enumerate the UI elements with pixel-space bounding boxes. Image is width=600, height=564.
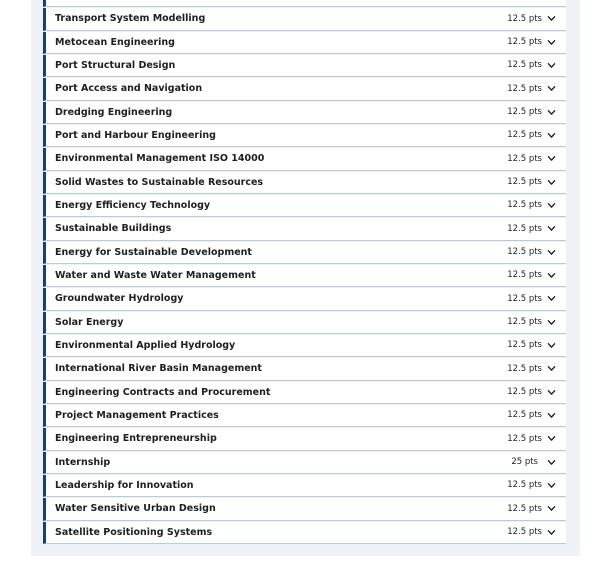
course-row[interactable] bbox=[43, 498, 566, 520]
course-row[interactable] bbox=[43, 8, 566, 30]
chevron-down-icon[interactable] bbox=[547, 528, 556, 537]
course-row[interactable] bbox=[43, 32, 566, 54]
course-row[interactable] bbox=[43, 148, 566, 170]
chevron-down-icon[interactable] bbox=[547, 38, 556, 47]
chevron-down-icon[interactable] bbox=[547, 248, 556, 257]
chevron-down-icon[interactable] bbox=[547, 341, 556, 350]
course-name: Water Sensitive Urban Design bbox=[55, 503, 216, 515]
course-points: 12.5 pts bbox=[507, 340, 542, 351]
course-name: Solar Energy bbox=[55, 316, 124, 328]
chevron-down-icon[interactable] bbox=[547, 481, 556, 490]
course-name: Energy Efficiency Technology bbox=[55, 199, 211, 211]
course-name: Solid Wastes to Sustainable Resources bbox=[55, 176, 264, 188]
course-name: Port Access and Navigation bbox=[55, 83, 203, 95]
course-points: 12.5 pts bbox=[507, 480, 542, 491]
course-points: 12.5 pts bbox=[507, 60, 542, 71]
course-points: 12.5 pts bbox=[507, 293, 542, 304]
chevron-down-icon[interactable] bbox=[547, 154, 556, 163]
course-name: Engineering Contracts and Procurement bbox=[55, 386, 271, 398]
course-name: Transport System Modelling bbox=[55, 13, 206, 25]
course-name: Metocean Engineering bbox=[55, 36, 175, 48]
course-name: Environmental Applied Hydrology bbox=[55, 339, 236, 351]
course-name: Water and Waste Water Management bbox=[55, 269, 256, 281]
course-name: Sustainable Buildings bbox=[55, 223, 172, 235]
course-row[interactable] bbox=[43, 102, 566, 124]
course-points: 12.5 pts bbox=[507, 387, 542, 398]
course-row[interactable] bbox=[43, 452, 566, 474]
course-row[interactable] bbox=[43, 125, 566, 147]
course-name: International River Basin Management bbox=[55, 363, 262, 375]
chevron-down-icon[interactable] bbox=[547, 364, 556, 373]
course-points: 12.5 pts bbox=[507, 363, 542, 374]
chevron-down-icon[interactable] bbox=[547, 14, 556, 23]
course-points: 12.5 pts bbox=[507, 13, 542, 24]
course-points: 12.5 pts bbox=[507, 153, 542, 164]
chevron-down-icon[interactable] bbox=[547, 271, 556, 280]
chevron-down-icon[interactable] bbox=[547, 108, 556, 117]
course-row[interactable] bbox=[43, 312, 566, 334]
course-row[interactable] bbox=[43, 0, 566, 7]
course-row[interactable] bbox=[43, 195, 566, 217]
course-name: Dredging Engineering bbox=[55, 106, 173, 118]
course-points: 12.5 pts bbox=[507, 83, 542, 94]
course-row[interactable] bbox=[43, 358, 566, 380]
course-row[interactable] bbox=[43, 242, 566, 264]
chevron-down-icon[interactable] bbox=[547, 411, 556, 420]
course-points: 12.5 pts bbox=[507, 270, 542, 281]
course-points: 12.5 pts bbox=[507, 317, 542, 328]
course-row[interactable] bbox=[43, 475, 566, 497]
chevron-down-icon[interactable] bbox=[547, 458, 556, 467]
course-name: Leadership for Innovation bbox=[55, 479, 194, 491]
course-points: 12.5 pts bbox=[507, 503, 542, 514]
course-points: 12.5 pts bbox=[507, 37, 542, 48]
course-points: 12.5 pts bbox=[507, 410, 542, 421]
chevron-down-icon[interactable] bbox=[547, 178, 556, 187]
course-points: 12.5 pts bbox=[507, 130, 542, 141]
course-row[interactable] bbox=[43, 522, 566, 544]
course-accordion-list bbox=[43, 0, 566, 545]
course-row[interactable] bbox=[43, 382, 566, 404]
course-name: Energy for Sustainable Development bbox=[55, 246, 252, 258]
course-name: Engineering Entrepreneurship bbox=[55, 433, 217, 445]
chevron-down-icon[interactable] bbox=[547, 201, 556, 210]
chevron-down-icon[interactable] bbox=[547, 61, 556, 70]
course-row[interactable] bbox=[43, 78, 566, 100]
course-name: Internship bbox=[55, 456, 111, 468]
course-name: Port Structural Design bbox=[55, 59, 176, 71]
chevron-down-icon[interactable] bbox=[547, 504, 556, 513]
course-name: Groundwater Hydrology bbox=[55, 293, 184, 305]
course-points: 12.5 pts bbox=[507, 200, 542, 211]
course-row[interactable] bbox=[43, 335, 566, 357]
chevron-down-icon[interactable] bbox=[547, 388, 556, 397]
course-points: 12.5 pts bbox=[507, 107, 542, 118]
course-points: 12.5 pts bbox=[507, 177, 542, 188]
course-row[interactable] bbox=[43, 405, 566, 427]
course-row[interactable] bbox=[43, 218, 566, 240]
chevron-down-icon[interactable] bbox=[547, 224, 556, 233]
chevron-down-icon[interactable] bbox=[547, 318, 556, 327]
course-points: 12.5 pts bbox=[507, 223, 542, 234]
chevron-down-icon[interactable] bbox=[547, 84, 556, 93]
course-name: Environmental Management ISO 14000 bbox=[55, 153, 265, 165]
course-points: 12.5 pts bbox=[507, 247, 542, 258]
course-row[interactable] bbox=[43, 288, 566, 310]
chevron-down-icon[interactable] bbox=[547, 131, 556, 140]
course-row[interactable] bbox=[43, 428, 566, 450]
course-points: 25 pts bbox=[511, 457, 538, 468]
course-name: Satellite Positioning Systems bbox=[55, 526, 213, 538]
course-row[interactable] bbox=[43, 172, 566, 194]
course-points: 12.5 pts bbox=[507, 527, 542, 538]
course-name: Project Management Practices bbox=[55, 409, 219, 421]
chevron-down-icon[interactable] bbox=[547, 294, 556, 303]
course-name: Port and Harbour Engineering bbox=[55, 129, 216, 141]
chevron-down-icon[interactable] bbox=[547, 434, 556, 443]
course-row[interactable] bbox=[43, 265, 566, 287]
course-points: 12.5 pts bbox=[507, 433, 542, 444]
course-row[interactable] bbox=[43, 55, 566, 77]
